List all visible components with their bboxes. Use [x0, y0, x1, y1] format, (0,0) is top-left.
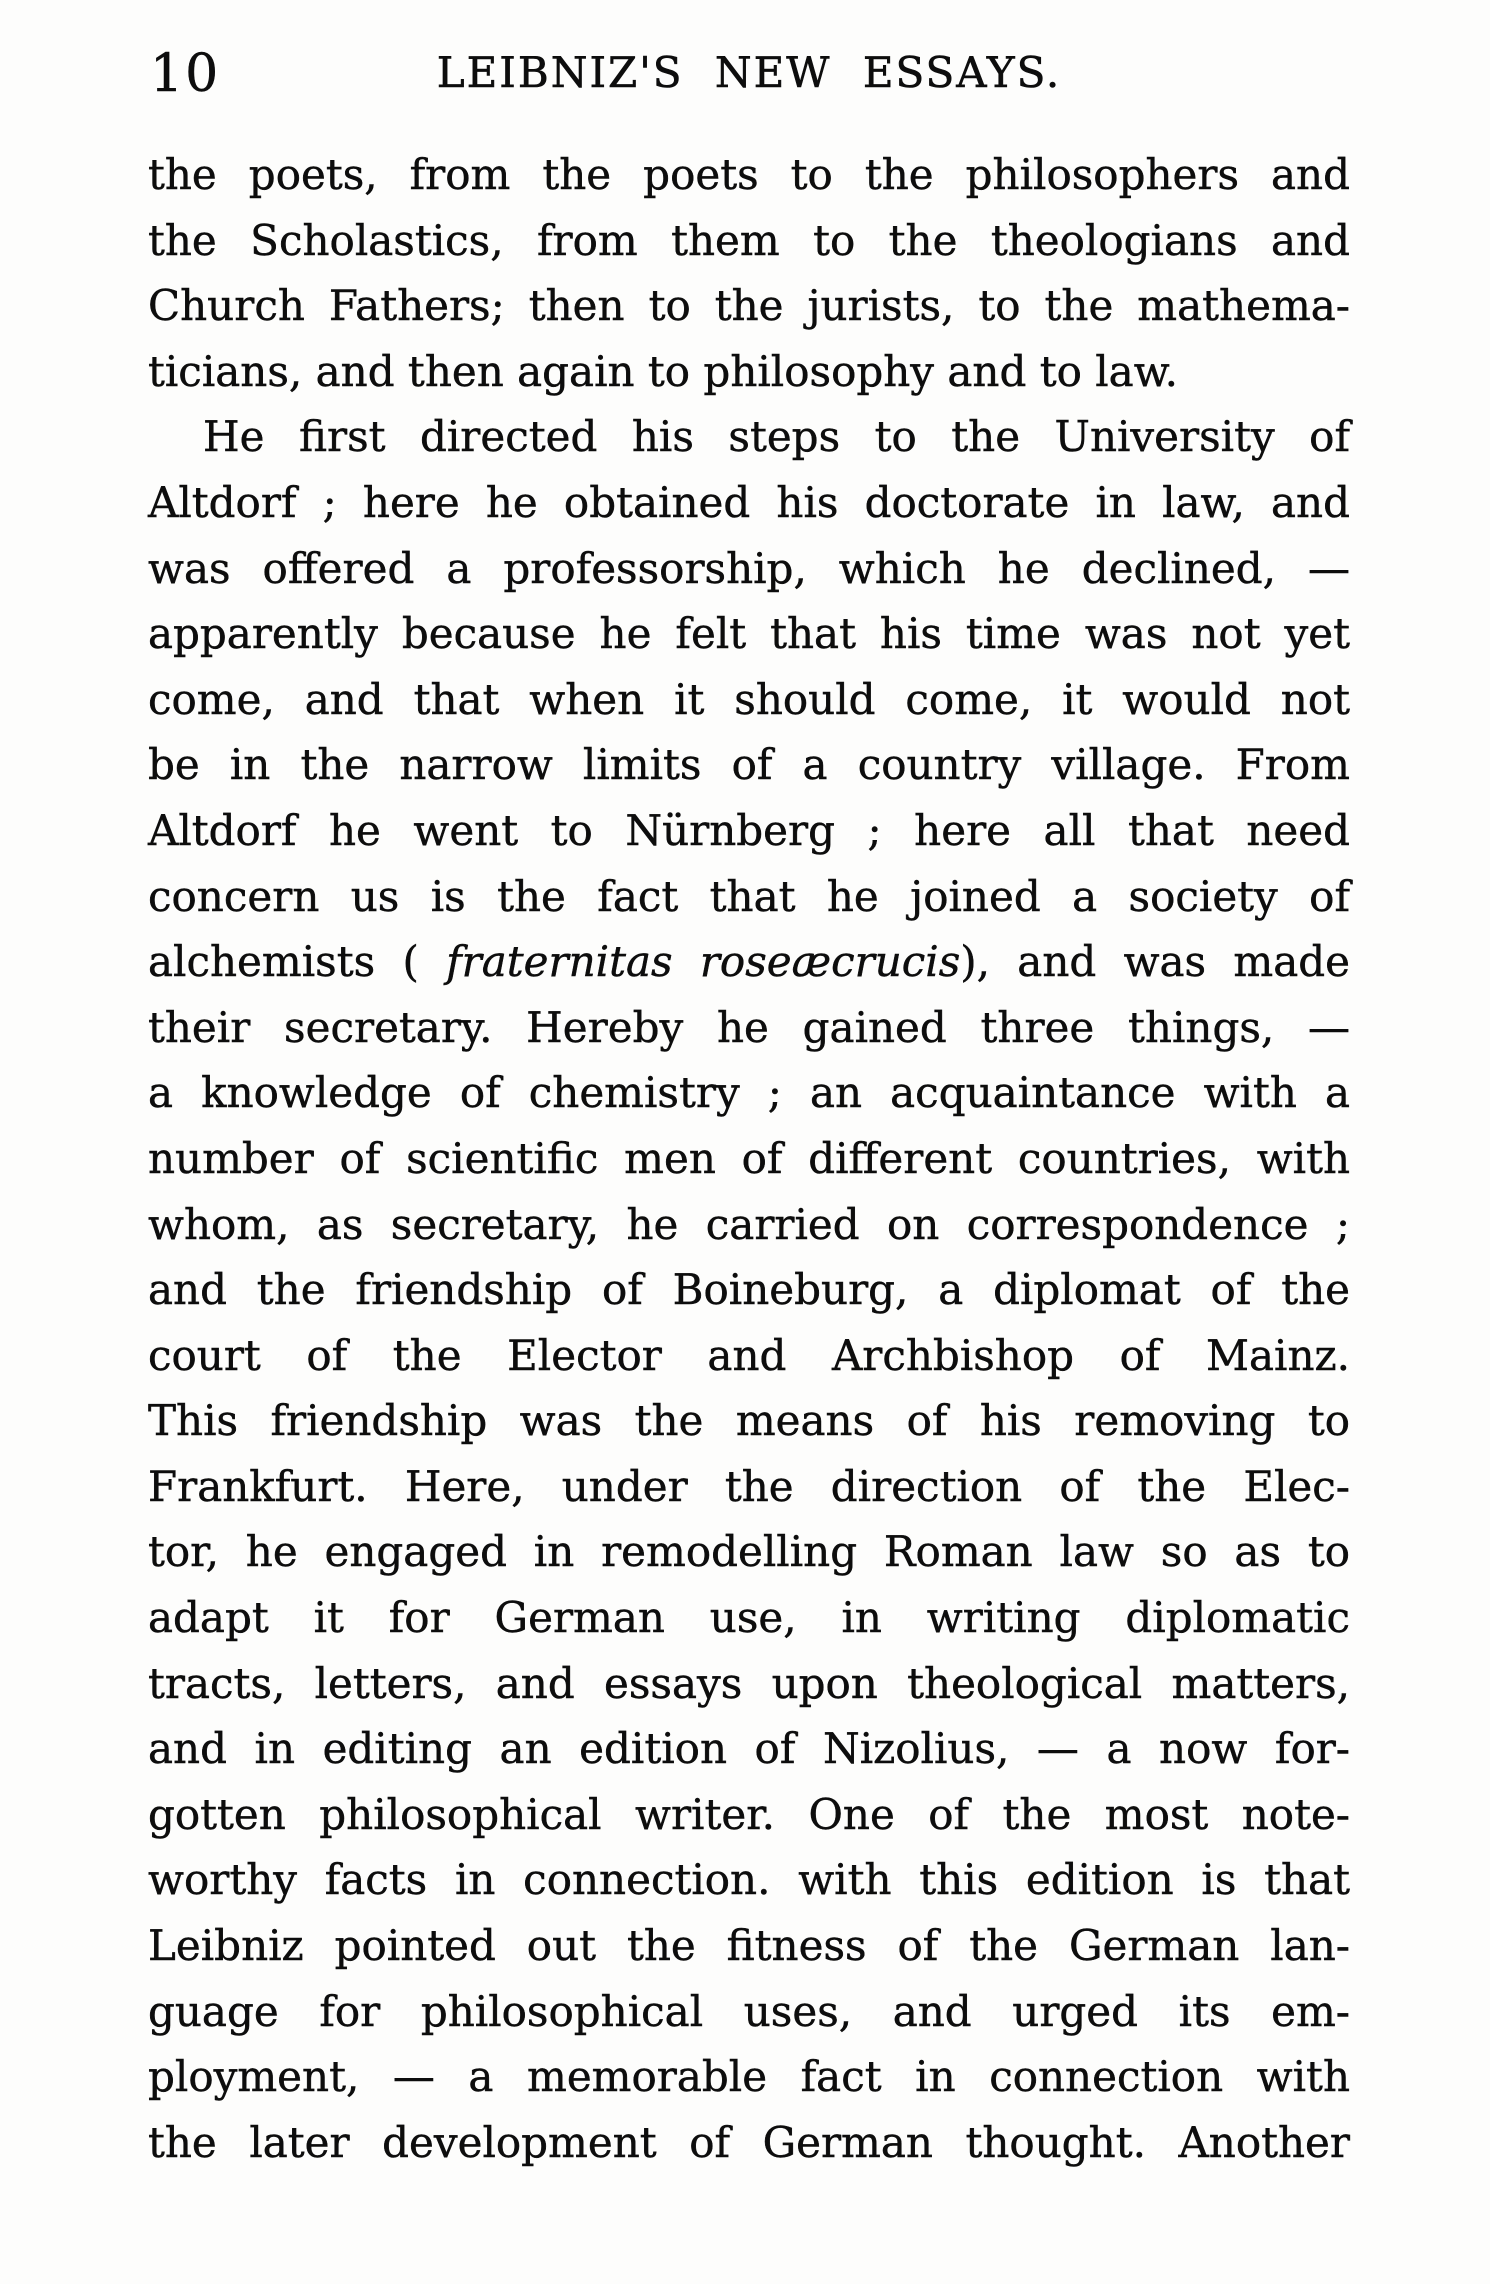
text-segment: Leibniz pointed out the fitness of the German lan-	[148, 1921, 1350, 1971]
text-segment: Altdorf he went to Nürnberg ; here all that need	[148, 805, 1350, 855]
text-line	[148, 1913, 1350, 1979]
text-line	[148, 667, 1350, 733]
page-number: 10	[150, 44, 221, 104]
text-segment: the Scholastics, from them to the theologians and	[148, 215, 1350, 265]
text-line	[148, 2044, 1350, 2110]
text-line	[148, 1585, 1350, 1651]
text-segment: tracts, letters, and essays upon theological matters,	[148, 1658, 1350, 1708]
text-segment: was offered a professorship, which he declined, —	[148, 543, 1350, 593]
text-line	[148, 1454, 1350, 1520]
text-segment: ), and was made	[960, 937, 1351, 987]
text-line	[148, 995, 1350, 1061]
text-line	[148, 1323, 1350, 1389]
text-line	[148, 1847, 1350, 1913]
text-segment: court of the Elector and Archbishop of Mainz.	[148, 1330, 1350, 1380]
text-line	[148, 470, 1350, 536]
text-segment: and in editing an edition of Nizolius, — a now for-	[148, 1724, 1350, 1774]
text-line	[148, 536, 1350, 602]
text-line	[148, 732, 1350, 798]
text-segment: the poets, from the poets to the philosophers and	[148, 150, 1350, 199]
text-line	[148, 2110, 1350, 2176]
text-segment: come, and that when it should come, it would not	[148, 674, 1350, 724]
text-line	[148, 273, 1350, 339]
text-segment: gotten philosophical writer. One of the most note-	[148, 1789, 1350, 1839]
text-segment: number of scientific men of different countries, with	[148, 1133, 1350, 1183]
text-line	[148, 208, 1350, 274]
text-line	[148, 798, 1350, 864]
text-line	[148, 929, 1350, 995]
text-line	[148, 1651, 1350, 1717]
text-segment: and the friendship of Boineburg, a diplomat of the	[148, 1265, 1350, 1315]
text-segment: worthy facts in connection. with this edition is that	[148, 1855, 1350, 1905]
text-segment: concern us is the fact that he joined a society of	[148, 871, 1350, 921]
text-line	[148, 1126, 1350, 1192]
text-line	[148, 1782, 1350, 1848]
text-segment: a knowledge of chemistry ; an acquaintance with a	[148, 1068, 1350, 1118]
text-line	[148, 864, 1350, 930]
text-line	[148, 339, 1350, 405]
text-line	[148, 142, 1350, 208]
text-line	[148, 1979, 1350, 2045]
text-segment: be in the narrow limits of a country village. From	[148, 740, 1350, 790]
text-line	[148, 1192, 1350, 1258]
text-line	[148, 404, 1350, 470]
text-segment: alchemists (	[148, 937, 447, 987]
text-line	[148, 1257, 1350, 1323]
text-line	[148, 1716, 1350, 1782]
text-segment: Altdorf ; here he obtained his doctorate in law, and	[148, 477, 1350, 527]
text-segment: ticians, and then again to philosophy and to law.	[148, 346, 1179, 396]
running-head-title: LEIBNIZ'S NEW ESSAYS.	[436, 48, 1062, 97]
latin-phrase: fraternitas roseæcrucis	[446, 937, 961, 987]
text-segment: the later development of German thought. Another	[148, 2117, 1350, 2167]
text-segment: tor, he engaged in remodelling Roman law so as to	[148, 1527, 1350, 1577]
text-segment: apparently because he felt that his time was not yet	[148, 609, 1350, 659]
text-segment: whom, as secretary, he carried on correspondence ;	[148, 1199, 1350, 1249]
text-segment: adapt it for German use, in writing diplomatic	[148, 1593, 1350, 1643]
text-line	[148, 1388, 1350, 1454]
body-text	[148, 142, 1350, 2175]
text-line	[148, 1519, 1350, 1585]
text-line	[148, 601, 1350, 667]
text-segment: ployment, — a memorable fact in connection with	[148, 2052, 1350, 2102]
text-segment: Frankfurt. Here, under the direction of the Elec-	[148, 1461, 1350, 1511]
text-segment: guage for philosophical uses, and urged its em-	[148, 1986, 1350, 2036]
text-segment: their secretary. Hereby he gained three things, —	[148, 1002, 1350, 1052]
text-line	[148, 1060, 1350, 1126]
text-segment: Church Fathers; then to the jurists, to the mathema-	[148, 281, 1350, 331]
text-segment: This friendship was the means of his removing to	[148, 1396, 1350, 1446]
text-segment: He first directed his steps to the University of	[203, 412, 1350, 462]
